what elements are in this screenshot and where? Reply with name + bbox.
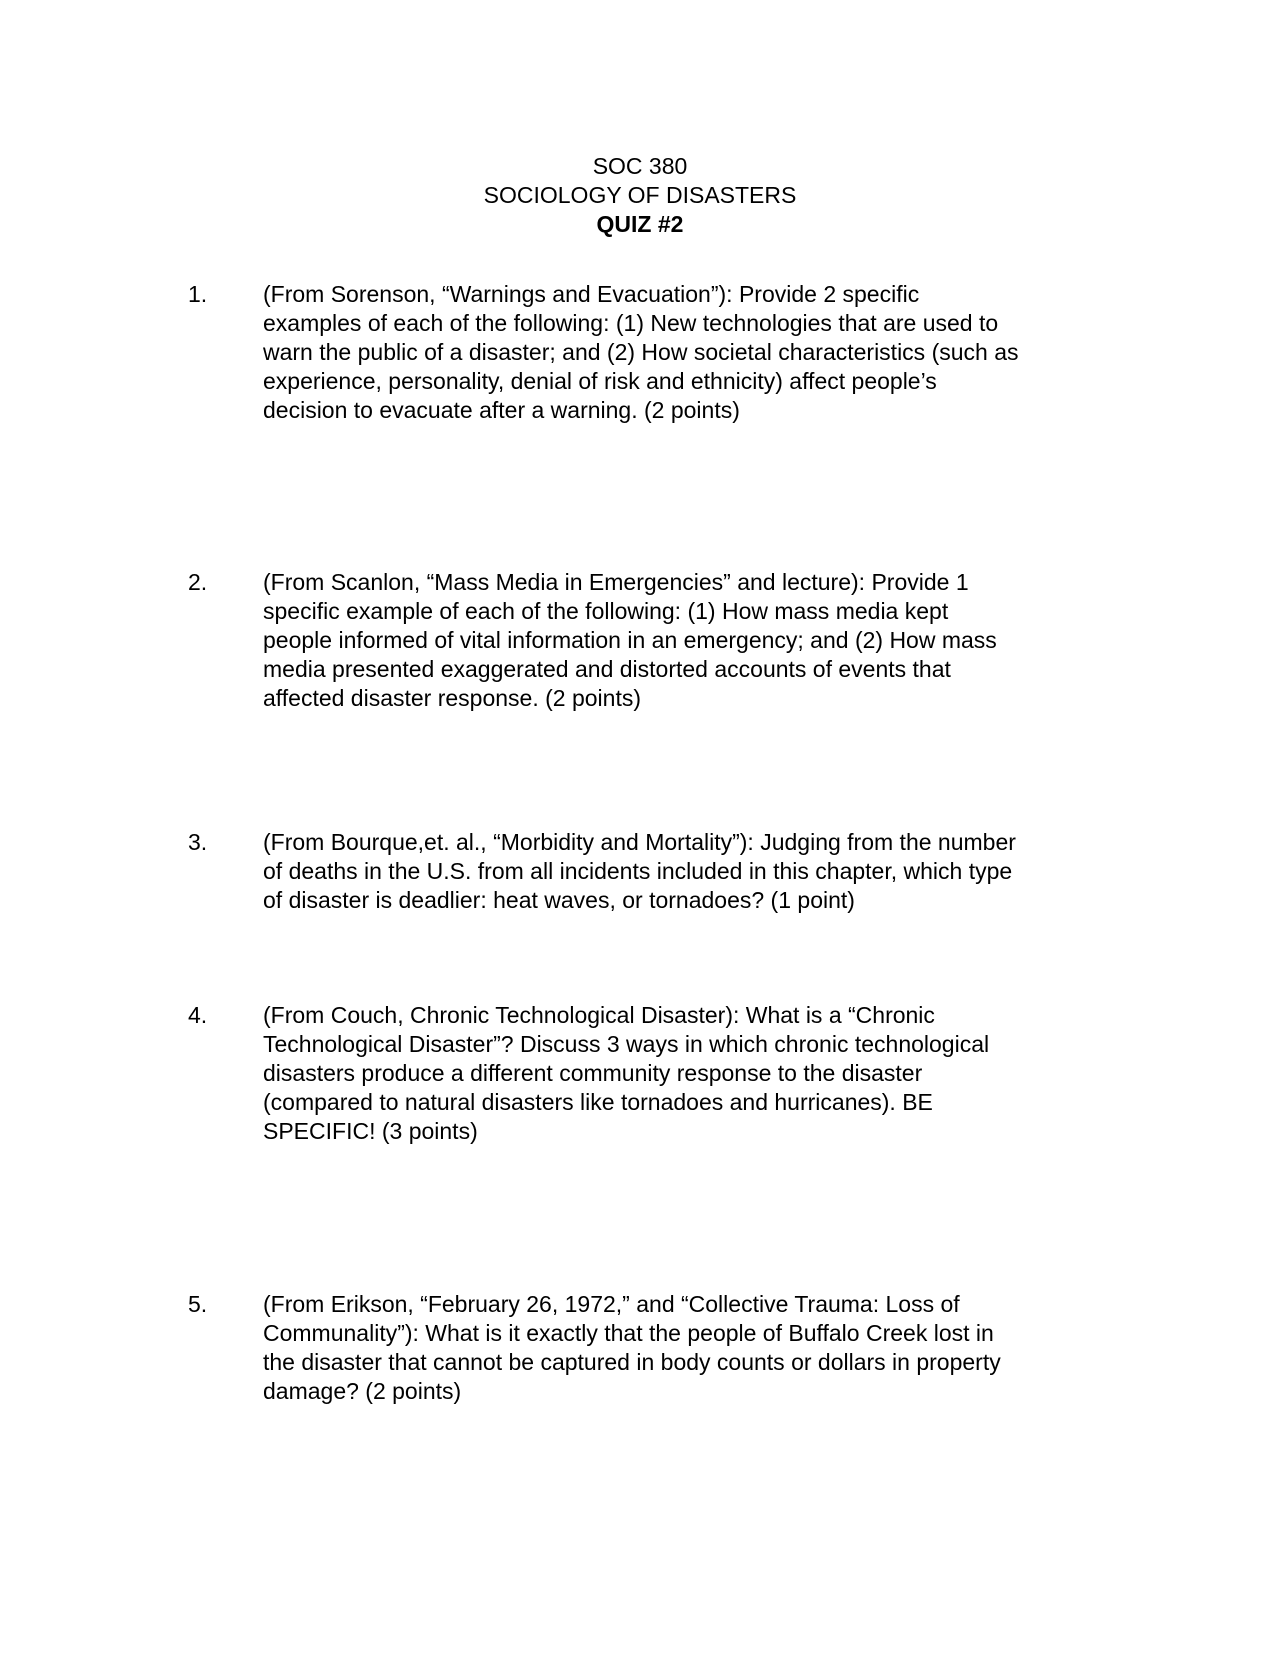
question-line: decision to evacuate after a warning. (2 points) [263, 397, 740, 423]
question-text [263, 568, 1103, 713]
question-line: warn the public of a disaster; and (2) How societal characteristics (such as [263, 339, 1019, 365]
course-title: SOCIOLOGY OF DISASTERS [483, 182, 797, 208]
question-line: damage? (2 points) [263, 1378, 462, 1404]
question-line: (From Sorenson, “Warnings and Evacuation”): Provide 2 specific [263, 281, 920, 307]
question-number: 5. [188, 1291, 208, 1317]
question-line: Communality”): What is it exactly that the people of Buffalo Creek lost in [263, 1320, 994, 1346]
document-header [0, 152, 1280, 239]
question-line: examples of each of the following: (1) New technologies that are used to [263, 310, 999, 336]
question-line: of deaths in the U.S. from all incidents included in this chapter, which type [263, 858, 1013, 884]
course-code: SOC 380 [592, 153, 688, 179]
question-line: people informed of vital information in an emergency; and (2) How mass [263, 627, 997, 653]
question-line: the disaster that cannot be captured in body counts or dollars in property [263, 1349, 1001, 1375]
question-text [263, 280, 1103, 425]
question-line: Technological Disaster”? Discuss 3 ways in which chronic technological [263, 1031, 990, 1057]
question-text [263, 1001, 1103, 1146]
question-line: (From Erikson, “February 26, 1972,” and “Collective Trauma: Loss of [263, 1291, 960, 1317]
question-line: affected disaster response. (2 points) [263, 685, 642, 711]
question-line: media presented exaggerated and distorted accounts of events that [263, 656, 951, 682]
question-number: 1. [188, 281, 208, 307]
question-line: (From Bourque,et. al., “Morbidity and Mortality”): Judging from the number [263, 829, 1016, 855]
question-line: disasters produce a different community response to the disaster [263, 1060, 923, 1086]
question-line: specific example of each of the following: (1) How mass media kept [263, 598, 949, 624]
question-line: (From Scanlon, “Mass Media in Emergencies” and lecture): Provide 1 [263, 569, 969, 595]
question-number: 3. [188, 829, 208, 855]
question-number: 4. [188, 1002, 208, 1028]
question-number: 2. [188, 569, 208, 595]
question-line: of disaster is deadlier: heat waves, or tornadoes? (1 point) [263, 887, 855, 913]
question-line: SPECIFIC! (3 points) [263, 1118, 478, 1144]
question-line: (From Couch, Chronic Technological Disaster): What is a “Chronic [263, 1002, 935, 1028]
quiz-title: QUIZ #2 [596, 211, 684, 237]
question-text [263, 1290, 1103, 1406]
question-line: (compared to natural disasters like tornadoes and hurricanes). BE [263, 1089, 933, 1115]
question-text [263, 828, 1103, 915]
question-line: experience, personality, denial of risk and ethnicity) affect people’s [263, 368, 937, 394]
